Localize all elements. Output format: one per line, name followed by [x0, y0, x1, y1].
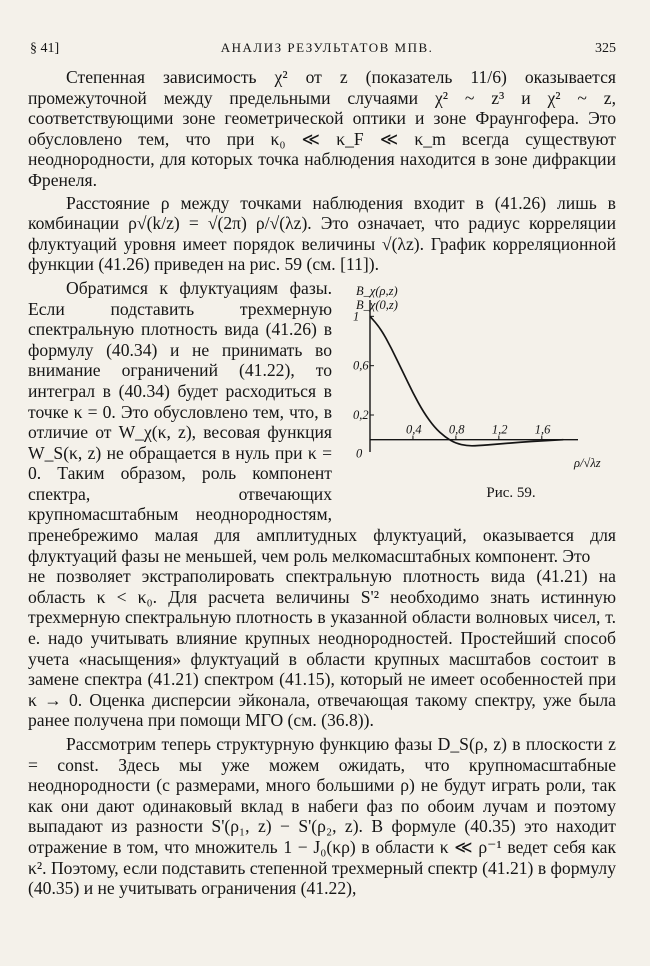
- correlation-chart: [342, 282, 620, 482]
- y-axis-label-denominator: B_χ(0,z): [356, 297, 398, 312]
- running-header: [28, 40, 616, 57]
- paragraph-2: Расстояние ρ между точками наблюдения входит в (41.26) лишь в комбинации ρ√(k/z) = √(2π) ρ/√(λz). Это означает, что радиус корреляции флуктуаций уровня имеет порядок величины √(λz). График корреляционной функции (41.26) приведен на рис. 59 (см. [11]).: [28, 192, 616, 275]
- running-title: АНАЛИЗ РЕЗУЛЬТАТОВ МПВ.: [220, 40, 434, 55]
- x-tick-label: 0,8: [448, 422, 465, 437]
- figure-caption: Рис. 59.: [486, 484, 536, 501]
- paragraph-3-wrapped: Обратимся к флуктуациям фазы. Если подставить трехмерную спектральную плотность вида (41.26) в формулу (40.34) и не принимать во внимание ограничений (41.22), то интеграл в (40.34) будет расходиться в точке κ = 0. Это обусловлено тем, что, в отличие от W_χ(κ, z), весовая функция W_S(κ, z) не обращается в нуль при κ = 0. Таким образом, роль компонент спектра, отвечающих крупномасштабным неоднородностям, пренебрежимо малая для амплитудных флуктуаций, оказывается для флуктуаций фазы не меньшей, чем роль мелкомасштабных компонент. Это: [28, 277, 616, 566]
- x-tick-label: 0: [356, 446, 363, 461]
- x-tick-label: 0,4: [405, 422, 422, 437]
- x-tick-label: 1,2: [491, 422, 508, 437]
- x-axis-label: ρ/√λz: [574, 455, 601, 470]
- y-axis-label-numerator: B_χ(ρ,z): [356, 283, 398, 298]
- paragraph-3-continued: не позволяет экстраполировать спектральную плотность вида (41.21) на область κ < κ₀. Для расчета величины S'² необходимо знать истинную трехмерную спектральную плотность в указанной области волновых чисел, т. е. надо учитывать влияние крупных неоднородностей. Простейший способ учета «насыщения» флуктуаций в области крупных масштабов состоит в замене спектра (41.21) спектром (41.15), который не имеет особенностей при κ → 0. Оценка дисперсии эйконала, отвечающая такому спектру, уже была ранее получена при помощи МГО (см. (36.8)).: [28, 566, 616, 731]
- y-tick-label: 0,6: [353, 358, 369, 373]
- paragraph-4: Рассмотрим теперь структурную функцию фазы D_S(ρ, z) в плоскости z = const. Здесь мы уже можем ожидать, что крупномасштабные неоднородности (с размерами, много большими ρ) не будут играть роли, так как они дают одинаковый вклад в набеги фаз по обоим лучам и поэтому выпадают из разности S'(ρ₁, z) − S'(ρ₂, z). В формуле (40.35) это находит отражение в том, что множитель 1 − J₀(κρ) в области κ ≪ ρ⁻¹ ведет себя как κ². Поэтому, если подставить степенной трехмерный спектр (41.21) в формулу (40.35) и не учитывать ограничения (41.22),: [28, 734, 616, 899]
- y-tick-label: 1: [353, 309, 360, 324]
- figure-59: [342, 282, 620, 508]
- section-marker: § 41]: [30, 41, 60, 56]
- page-number: 325: [594, 41, 616, 56]
- paragraph-1: Степенная зависимость χ² от z (показатель 11/6) оказывается промежуточной между предельными случаями χ² ~ z³ и χ² ~ z, соответствующими зоне геометрической оптики и зоне Фраунгофера. Это обусловлено тем, что при κ₀ ≪ κ_F ≪ κ_m всегда существуют неоднородности, для которых точка наблюдения находится в зоне дифракции Френеля.: [28, 67, 616, 190]
- x-tick-label: 1,6: [534, 422, 551, 437]
- y-tick-label: 0,2: [353, 407, 369, 422]
